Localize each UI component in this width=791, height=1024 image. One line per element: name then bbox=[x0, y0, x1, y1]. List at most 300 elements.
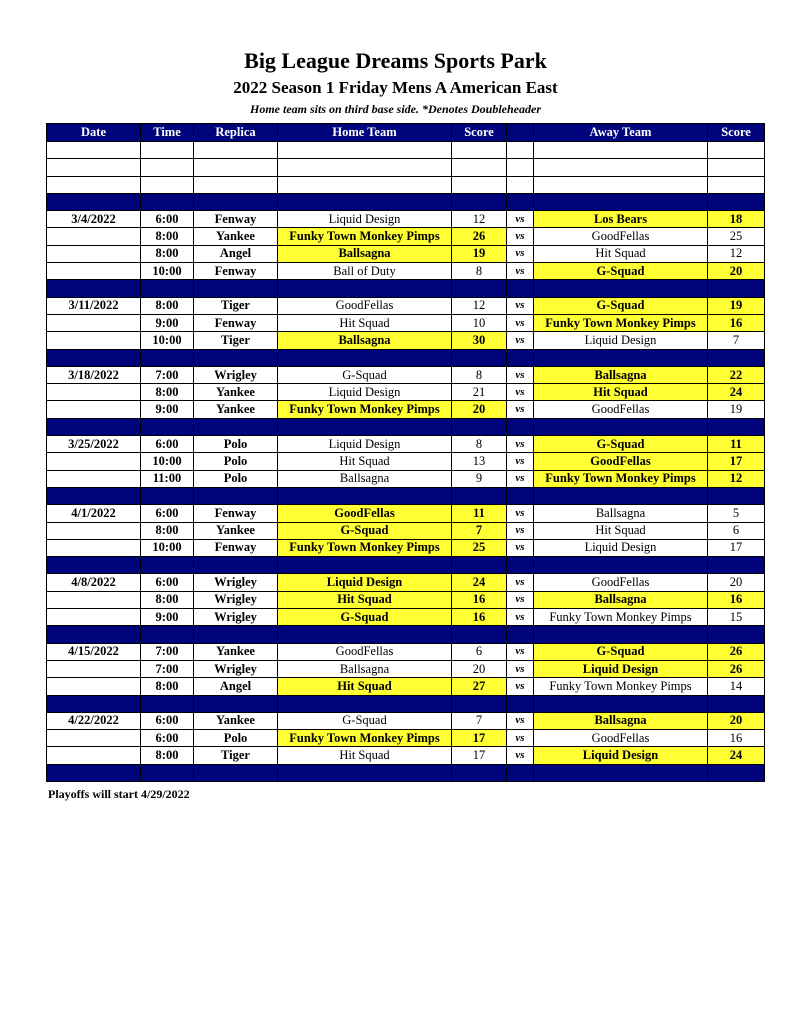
home-team-cell: Ball of Duty bbox=[278, 263, 452, 280]
time-cell: 6:00 bbox=[141, 712, 194, 729]
separator-cell bbox=[278, 695, 452, 712]
separator-cell bbox=[708, 764, 765, 781]
game-row bbox=[47, 366, 765, 383]
separator-cell bbox=[507, 487, 534, 504]
away-score-cell: 7 bbox=[708, 332, 765, 349]
separator-cell bbox=[507, 349, 534, 366]
date-cell bbox=[47, 609, 141, 626]
home-score-cell: 27 bbox=[452, 678, 507, 695]
away-team-cell: GoodFellas bbox=[534, 730, 708, 747]
time-cell: 10:00 bbox=[141, 332, 194, 349]
away-score-cell: 15 bbox=[708, 609, 765, 626]
page-subtitle: 2022 Season 1 Friday Mens A American East bbox=[233, 78, 558, 97]
separator-cell bbox=[194, 626, 278, 643]
date-cell bbox=[47, 453, 141, 470]
separator-cell bbox=[507, 418, 534, 435]
away-score-cell: 25 bbox=[708, 228, 765, 245]
separator-cell bbox=[278, 764, 452, 781]
away-team-cell: Ballsagna bbox=[534, 366, 708, 383]
home-score-cell: 26 bbox=[452, 228, 507, 245]
separator-cell bbox=[194, 557, 278, 574]
separator-cell bbox=[534, 349, 708, 366]
separator-cell bbox=[141, 764, 194, 781]
game-row bbox=[47, 539, 765, 556]
home-team-cell: Hit Squad bbox=[278, 591, 452, 608]
blank-cell bbox=[452, 176, 507, 193]
vs-cell: vs bbox=[507, 609, 534, 626]
separator-cell bbox=[47, 418, 141, 435]
home-team-cell: Ballsagna bbox=[278, 660, 452, 677]
home-team-cell: GoodFellas bbox=[278, 297, 452, 314]
separator-cell bbox=[452, 626, 507, 643]
game-row bbox=[47, 263, 765, 280]
separator-cell bbox=[194, 418, 278, 435]
date-cell bbox=[47, 384, 141, 401]
separator-row bbox=[47, 487, 765, 504]
home-score-cell: 19 bbox=[452, 245, 507, 262]
separator-cell bbox=[47, 280, 141, 297]
separator-row bbox=[47, 695, 765, 712]
home-score-cell: 17 bbox=[452, 730, 507, 747]
separator-cell bbox=[452, 280, 507, 297]
away-team-cell: G-Squad bbox=[534, 643, 708, 660]
separator-cell bbox=[534, 626, 708, 643]
time-cell: 10:00 bbox=[141, 453, 194, 470]
blank-cell bbox=[534, 176, 708, 193]
home-team-cell: Funky Town Monkey Pimps bbox=[278, 401, 452, 418]
separator-cell bbox=[194, 280, 278, 297]
home-score-cell: 8 bbox=[452, 436, 507, 453]
replica-cell: Yankee bbox=[194, 522, 278, 539]
away-team-cell: Hit Squad bbox=[534, 522, 708, 539]
away-team-cell: Funky Town Monkey Pimps bbox=[534, 609, 708, 626]
away-team-cell: Liquid Design bbox=[534, 332, 708, 349]
vs-cell: vs bbox=[507, 453, 534, 470]
home-score-cell: 17 bbox=[452, 747, 507, 764]
away-score-cell: 20 bbox=[708, 574, 765, 591]
vs-cell: vs bbox=[507, 332, 534, 349]
away-score-cell: 19 bbox=[708, 401, 765, 418]
separator-cell bbox=[507, 626, 534, 643]
time-cell: 9:00 bbox=[141, 401, 194, 418]
vs-cell: vs bbox=[507, 574, 534, 591]
away-score-cell: 11 bbox=[708, 436, 765, 453]
home-team-cell: GoodFellas bbox=[278, 505, 452, 522]
separator-cell bbox=[141, 349, 194, 366]
replica-cell: Yankee bbox=[194, 384, 278, 401]
away-team-cell: Hit Squad bbox=[534, 384, 708, 401]
game-row bbox=[47, 643, 765, 660]
blank-cell bbox=[278, 142, 452, 159]
replica-cell: Wrigley bbox=[194, 660, 278, 677]
vs-cell: vs bbox=[507, 228, 534, 245]
date-cell: 4/1/2022 bbox=[47, 505, 141, 522]
game-row bbox=[47, 660, 765, 677]
table-header-row bbox=[47, 124, 765, 142]
replica-cell: Angel bbox=[194, 678, 278, 695]
blank-row bbox=[47, 159, 765, 176]
separator-cell bbox=[708, 487, 765, 504]
schedule-table bbox=[46, 123, 765, 782]
vs-cell: vs bbox=[507, 401, 534, 418]
blank-cell bbox=[141, 142, 194, 159]
game-row bbox=[47, 228, 765, 245]
away-score-cell: 12 bbox=[708, 470, 765, 487]
date-cell bbox=[47, 314, 141, 331]
game-row bbox=[47, 297, 765, 314]
game-row bbox=[47, 730, 765, 747]
away-score-cell: 24 bbox=[708, 747, 765, 764]
col-header-home-score: Score bbox=[452, 124, 507, 142]
home-score-cell: 20 bbox=[452, 660, 507, 677]
separator-cell bbox=[141, 557, 194, 574]
blank-cell bbox=[194, 176, 278, 193]
schedule-body bbox=[47, 142, 765, 782]
time-cell: 10:00 bbox=[141, 539, 194, 556]
page-title: Big League Dreams Sports Park bbox=[244, 48, 547, 73]
separator-cell bbox=[507, 280, 534, 297]
separator-cell bbox=[708, 280, 765, 297]
time-cell: 7:00 bbox=[141, 643, 194, 660]
time-cell: 11:00 bbox=[141, 470, 194, 487]
game-row bbox=[47, 211, 765, 228]
separator-row bbox=[47, 349, 765, 366]
replica-cell: Fenway bbox=[194, 263, 278, 280]
away-score-cell: 16 bbox=[708, 314, 765, 331]
separator-cell bbox=[507, 193, 534, 210]
separator-cell bbox=[452, 695, 507, 712]
replica-cell: Wrigley bbox=[194, 574, 278, 591]
time-cell: 8:00 bbox=[141, 297, 194, 314]
blank-cell bbox=[507, 142, 534, 159]
home-score-cell: 20 bbox=[452, 401, 507, 418]
time-cell: 10:00 bbox=[141, 263, 194, 280]
separator-cell bbox=[452, 193, 507, 210]
separator-row bbox=[47, 764, 765, 781]
away-team-cell: GoodFellas bbox=[534, 401, 708, 418]
replica-cell: Angel bbox=[194, 245, 278, 262]
away-score-cell: 16 bbox=[708, 730, 765, 747]
time-cell: 8:00 bbox=[141, 384, 194, 401]
date-cell bbox=[47, 539, 141, 556]
separator-cell bbox=[47, 626, 141, 643]
away-team-cell: Liquid Design bbox=[534, 747, 708, 764]
away-team-cell: GoodFellas bbox=[534, 453, 708, 470]
away-team-cell: Liquid Design bbox=[534, 660, 708, 677]
separator-cell bbox=[47, 695, 141, 712]
away-team-cell: G-Squad bbox=[534, 263, 708, 280]
game-row bbox=[47, 470, 765, 487]
home-score-cell: 7 bbox=[452, 712, 507, 729]
separator-cell bbox=[47, 557, 141, 574]
time-cell: 8:00 bbox=[141, 591, 194, 608]
separator-row bbox=[47, 418, 765, 435]
home-team-cell: Liquid Design bbox=[278, 211, 452, 228]
date-cell bbox=[47, 228, 141, 245]
date-cell: 3/4/2022 bbox=[47, 211, 141, 228]
replica-cell: Polo bbox=[194, 453, 278, 470]
separator-cell bbox=[47, 193, 141, 210]
home-team-cell: Funky Town Monkey Pimps bbox=[278, 539, 452, 556]
replica-cell: Fenway bbox=[194, 314, 278, 331]
vs-cell: vs bbox=[507, 678, 534, 695]
replica-cell: Polo bbox=[194, 436, 278, 453]
separator-cell bbox=[708, 349, 765, 366]
home-team-cell: Funky Town Monkey Pimps bbox=[278, 730, 452, 747]
separator-cell bbox=[278, 557, 452, 574]
time-cell: 6:00 bbox=[141, 574, 194, 591]
replica-cell: Yankee bbox=[194, 401, 278, 418]
time-cell: 6:00 bbox=[141, 730, 194, 747]
home-score-cell: 24 bbox=[452, 574, 507, 591]
away-team-cell: Ballsagna bbox=[534, 712, 708, 729]
away-score-cell: 14 bbox=[708, 678, 765, 695]
away-score-cell: 26 bbox=[708, 660, 765, 677]
game-row bbox=[47, 245, 765, 262]
game-row bbox=[47, 609, 765, 626]
separator-row bbox=[47, 626, 765, 643]
blank-cell bbox=[278, 159, 452, 176]
away-team-cell: Ballsagna bbox=[534, 505, 708, 522]
away-score-cell: 18 bbox=[708, 211, 765, 228]
date-cell: 3/11/2022 bbox=[47, 297, 141, 314]
separator-cell bbox=[452, 764, 507, 781]
separator-cell bbox=[194, 349, 278, 366]
blank-cell bbox=[194, 142, 278, 159]
col-header-home-team: Home Team bbox=[278, 124, 452, 142]
vs-cell: vs bbox=[507, 712, 534, 729]
separator-cell bbox=[507, 557, 534, 574]
separator-cell bbox=[534, 557, 708, 574]
vs-cell: vs bbox=[507, 314, 534, 331]
vs-cell: vs bbox=[507, 505, 534, 522]
home-team-cell: GoodFellas bbox=[278, 643, 452, 660]
game-row bbox=[47, 591, 765, 608]
date-cell bbox=[47, 730, 141, 747]
col-header-date: Date bbox=[47, 124, 141, 142]
home-score-cell: 16 bbox=[452, 609, 507, 626]
home-team-cell: G-Squad bbox=[278, 366, 452, 383]
game-row bbox=[47, 522, 765, 539]
game-row bbox=[47, 574, 765, 591]
game-row bbox=[47, 678, 765, 695]
date-cell bbox=[47, 591, 141, 608]
replica-cell: Wrigley bbox=[194, 591, 278, 608]
blank-cell bbox=[452, 142, 507, 159]
col-header-away-score: Score bbox=[708, 124, 765, 142]
col-header-vs bbox=[507, 124, 534, 142]
away-score-cell: 22 bbox=[708, 366, 765, 383]
game-row bbox=[47, 332, 765, 349]
replica-cell: Tiger bbox=[194, 297, 278, 314]
away-score-cell: 6 bbox=[708, 522, 765, 539]
date-cell bbox=[47, 470, 141, 487]
replica-cell: Wrigley bbox=[194, 366, 278, 383]
home-score-cell: 13 bbox=[452, 453, 507, 470]
separator-cell bbox=[534, 487, 708, 504]
vs-cell: vs bbox=[507, 436, 534, 453]
time-cell: 6:00 bbox=[141, 436, 194, 453]
game-row bbox=[47, 712, 765, 729]
separator-cell bbox=[708, 557, 765, 574]
separator-cell bbox=[534, 280, 708, 297]
separator-cell bbox=[194, 695, 278, 712]
col-header-away-team: Away Team bbox=[534, 124, 708, 142]
home-score-cell: 10 bbox=[452, 314, 507, 331]
separator-cell bbox=[278, 487, 452, 504]
blank-cell bbox=[47, 142, 141, 159]
blank-row bbox=[47, 142, 765, 159]
home-score-cell: 8 bbox=[452, 366, 507, 383]
vs-cell: vs bbox=[507, 591, 534, 608]
home-team-cell: G-Squad bbox=[278, 609, 452, 626]
date-cell bbox=[47, 660, 141, 677]
blank-cell bbox=[534, 159, 708, 176]
away-score-cell: 19 bbox=[708, 297, 765, 314]
time-cell: 8:00 bbox=[141, 228, 194, 245]
blank-cell bbox=[507, 176, 534, 193]
separator-cell bbox=[452, 557, 507, 574]
separator-cell bbox=[47, 487, 141, 504]
away-team-cell: Funky Town Monkey Pimps bbox=[534, 678, 708, 695]
away-team-cell: Ballsagna bbox=[534, 591, 708, 608]
home-score-cell: 9 bbox=[452, 470, 507, 487]
time-cell: 7:00 bbox=[141, 660, 194, 677]
home-score-cell: 6 bbox=[452, 643, 507, 660]
separator-cell bbox=[534, 193, 708, 210]
separator-cell bbox=[141, 487, 194, 504]
home-team-cell: Hit Squad bbox=[278, 678, 452, 695]
vs-cell: vs bbox=[507, 522, 534, 539]
home-score-cell: 30 bbox=[452, 332, 507, 349]
separator-cell bbox=[452, 487, 507, 504]
away-team-cell: Liquid Design bbox=[534, 539, 708, 556]
replica-cell: Fenway bbox=[194, 539, 278, 556]
home-team-cell: Hit Squad bbox=[278, 453, 452, 470]
away-score-cell: 16 bbox=[708, 591, 765, 608]
blank-cell bbox=[708, 142, 765, 159]
separator-cell bbox=[141, 418, 194, 435]
col-header-replica: Replica bbox=[194, 124, 278, 142]
date-cell bbox=[47, 401, 141, 418]
time-cell: 9:00 bbox=[141, 609, 194, 626]
game-row bbox=[47, 401, 765, 418]
home-score-cell: 16 bbox=[452, 591, 507, 608]
col-header-time: Time bbox=[141, 124, 194, 142]
away-score-cell: 20 bbox=[708, 263, 765, 280]
separator-cell bbox=[141, 695, 194, 712]
home-team-cell: Liquid Design bbox=[278, 436, 452, 453]
away-team-cell: GoodFellas bbox=[534, 574, 708, 591]
blank-cell bbox=[141, 176, 194, 193]
blank-cell bbox=[708, 159, 765, 176]
replica-cell: Fenway bbox=[194, 211, 278, 228]
separator-cell bbox=[534, 418, 708, 435]
time-cell: 9:00 bbox=[141, 314, 194, 331]
blank-cell bbox=[534, 142, 708, 159]
vs-cell: vs bbox=[507, 384, 534, 401]
date-cell: 3/18/2022 bbox=[47, 366, 141, 383]
time-cell: 8:00 bbox=[141, 245, 194, 262]
home-team-cell: Liquid Design bbox=[278, 574, 452, 591]
home-score-cell: 25 bbox=[452, 539, 507, 556]
separator-row bbox=[47, 557, 765, 574]
blank-cell bbox=[278, 176, 452, 193]
replica-cell: Fenway bbox=[194, 505, 278, 522]
separator-cell bbox=[194, 193, 278, 210]
blank-cell bbox=[141, 159, 194, 176]
date-cell: 4/15/2022 bbox=[47, 643, 141, 660]
separator-cell bbox=[141, 626, 194, 643]
blank-cell bbox=[507, 159, 534, 176]
game-row bbox=[47, 453, 765, 470]
blank-cell bbox=[452, 159, 507, 176]
separator-cell bbox=[278, 280, 452, 297]
separator-cell bbox=[141, 193, 194, 210]
replica-cell: Yankee bbox=[194, 228, 278, 245]
vs-cell: vs bbox=[507, 366, 534, 383]
separator-cell bbox=[194, 487, 278, 504]
date-cell bbox=[47, 245, 141, 262]
away-score-cell: 20 bbox=[708, 712, 765, 729]
separator-row bbox=[47, 193, 765, 210]
home-team-cell: Funky Town Monkey Pimps bbox=[278, 228, 452, 245]
date-cell: 4/22/2022 bbox=[47, 712, 141, 729]
blank-row bbox=[47, 176, 765, 193]
vs-cell: vs bbox=[507, 660, 534, 677]
home-score-cell: 12 bbox=[452, 297, 507, 314]
away-team-cell: GoodFellas bbox=[534, 228, 708, 245]
game-row bbox=[47, 384, 765, 401]
page-note: Home team sits on third base side. *Denotes Doubleheader bbox=[250, 102, 541, 116]
away-score-cell: 17 bbox=[708, 453, 765, 470]
replica-cell: Yankee bbox=[194, 712, 278, 729]
separator-cell bbox=[507, 764, 534, 781]
replica-cell: Polo bbox=[194, 730, 278, 747]
date-cell bbox=[47, 263, 141, 280]
separator-cell bbox=[278, 626, 452, 643]
separator-cell bbox=[452, 349, 507, 366]
away-team-cell: Funky Town Monkey Pimps bbox=[534, 470, 708, 487]
away-team-cell: G-Squad bbox=[534, 436, 708, 453]
blank-cell bbox=[47, 176, 141, 193]
vs-cell: vs bbox=[507, 263, 534, 280]
vs-cell: vs bbox=[507, 730, 534, 747]
home-team-cell: Ballsagna bbox=[278, 245, 452, 262]
vs-cell: vs bbox=[507, 643, 534, 660]
vs-cell: vs bbox=[507, 539, 534, 556]
replica-cell: Yankee bbox=[194, 643, 278, 660]
home-score-cell: 12 bbox=[452, 211, 507, 228]
date-cell bbox=[47, 522, 141, 539]
replica-cell: Wrigley bbox=[194, 609, 278, 626]
time-cell: 8:00 bbox=[141, 678, 194, 695]
game-row bbox=[47, 314, 765, 331]
date-cell bbox=[47, 678, 141, 695]
home-team-cell: Hit Squad bbox=[278, 747, 452, 764]
game-row bbox=[47, 747, 765, 764]
separator-cell bbox=[47, 349, 141, 366]
separator-cell bbox=[708, 695, 765, 712]
away-team-cell: G-Squad bbox=[534, 297, 708, 314]
home-team-cell: G-Squad bbox=[278, 522, 452, 539]
date-cell: 3/25/2022 bbox=[47, 436, 141, 453]
away-score-cell: 17 bbox=[708, 539, 765, 556]
date-cell bbox=[47, 747, 141, 764]
replica-cell: Polo bbox=[194, 470, 278, 487]
separator-cell bbox=[278, 349, 452, 366]
date-cell: 4/8/2022 bbox=[47, 574, 141, 591]
